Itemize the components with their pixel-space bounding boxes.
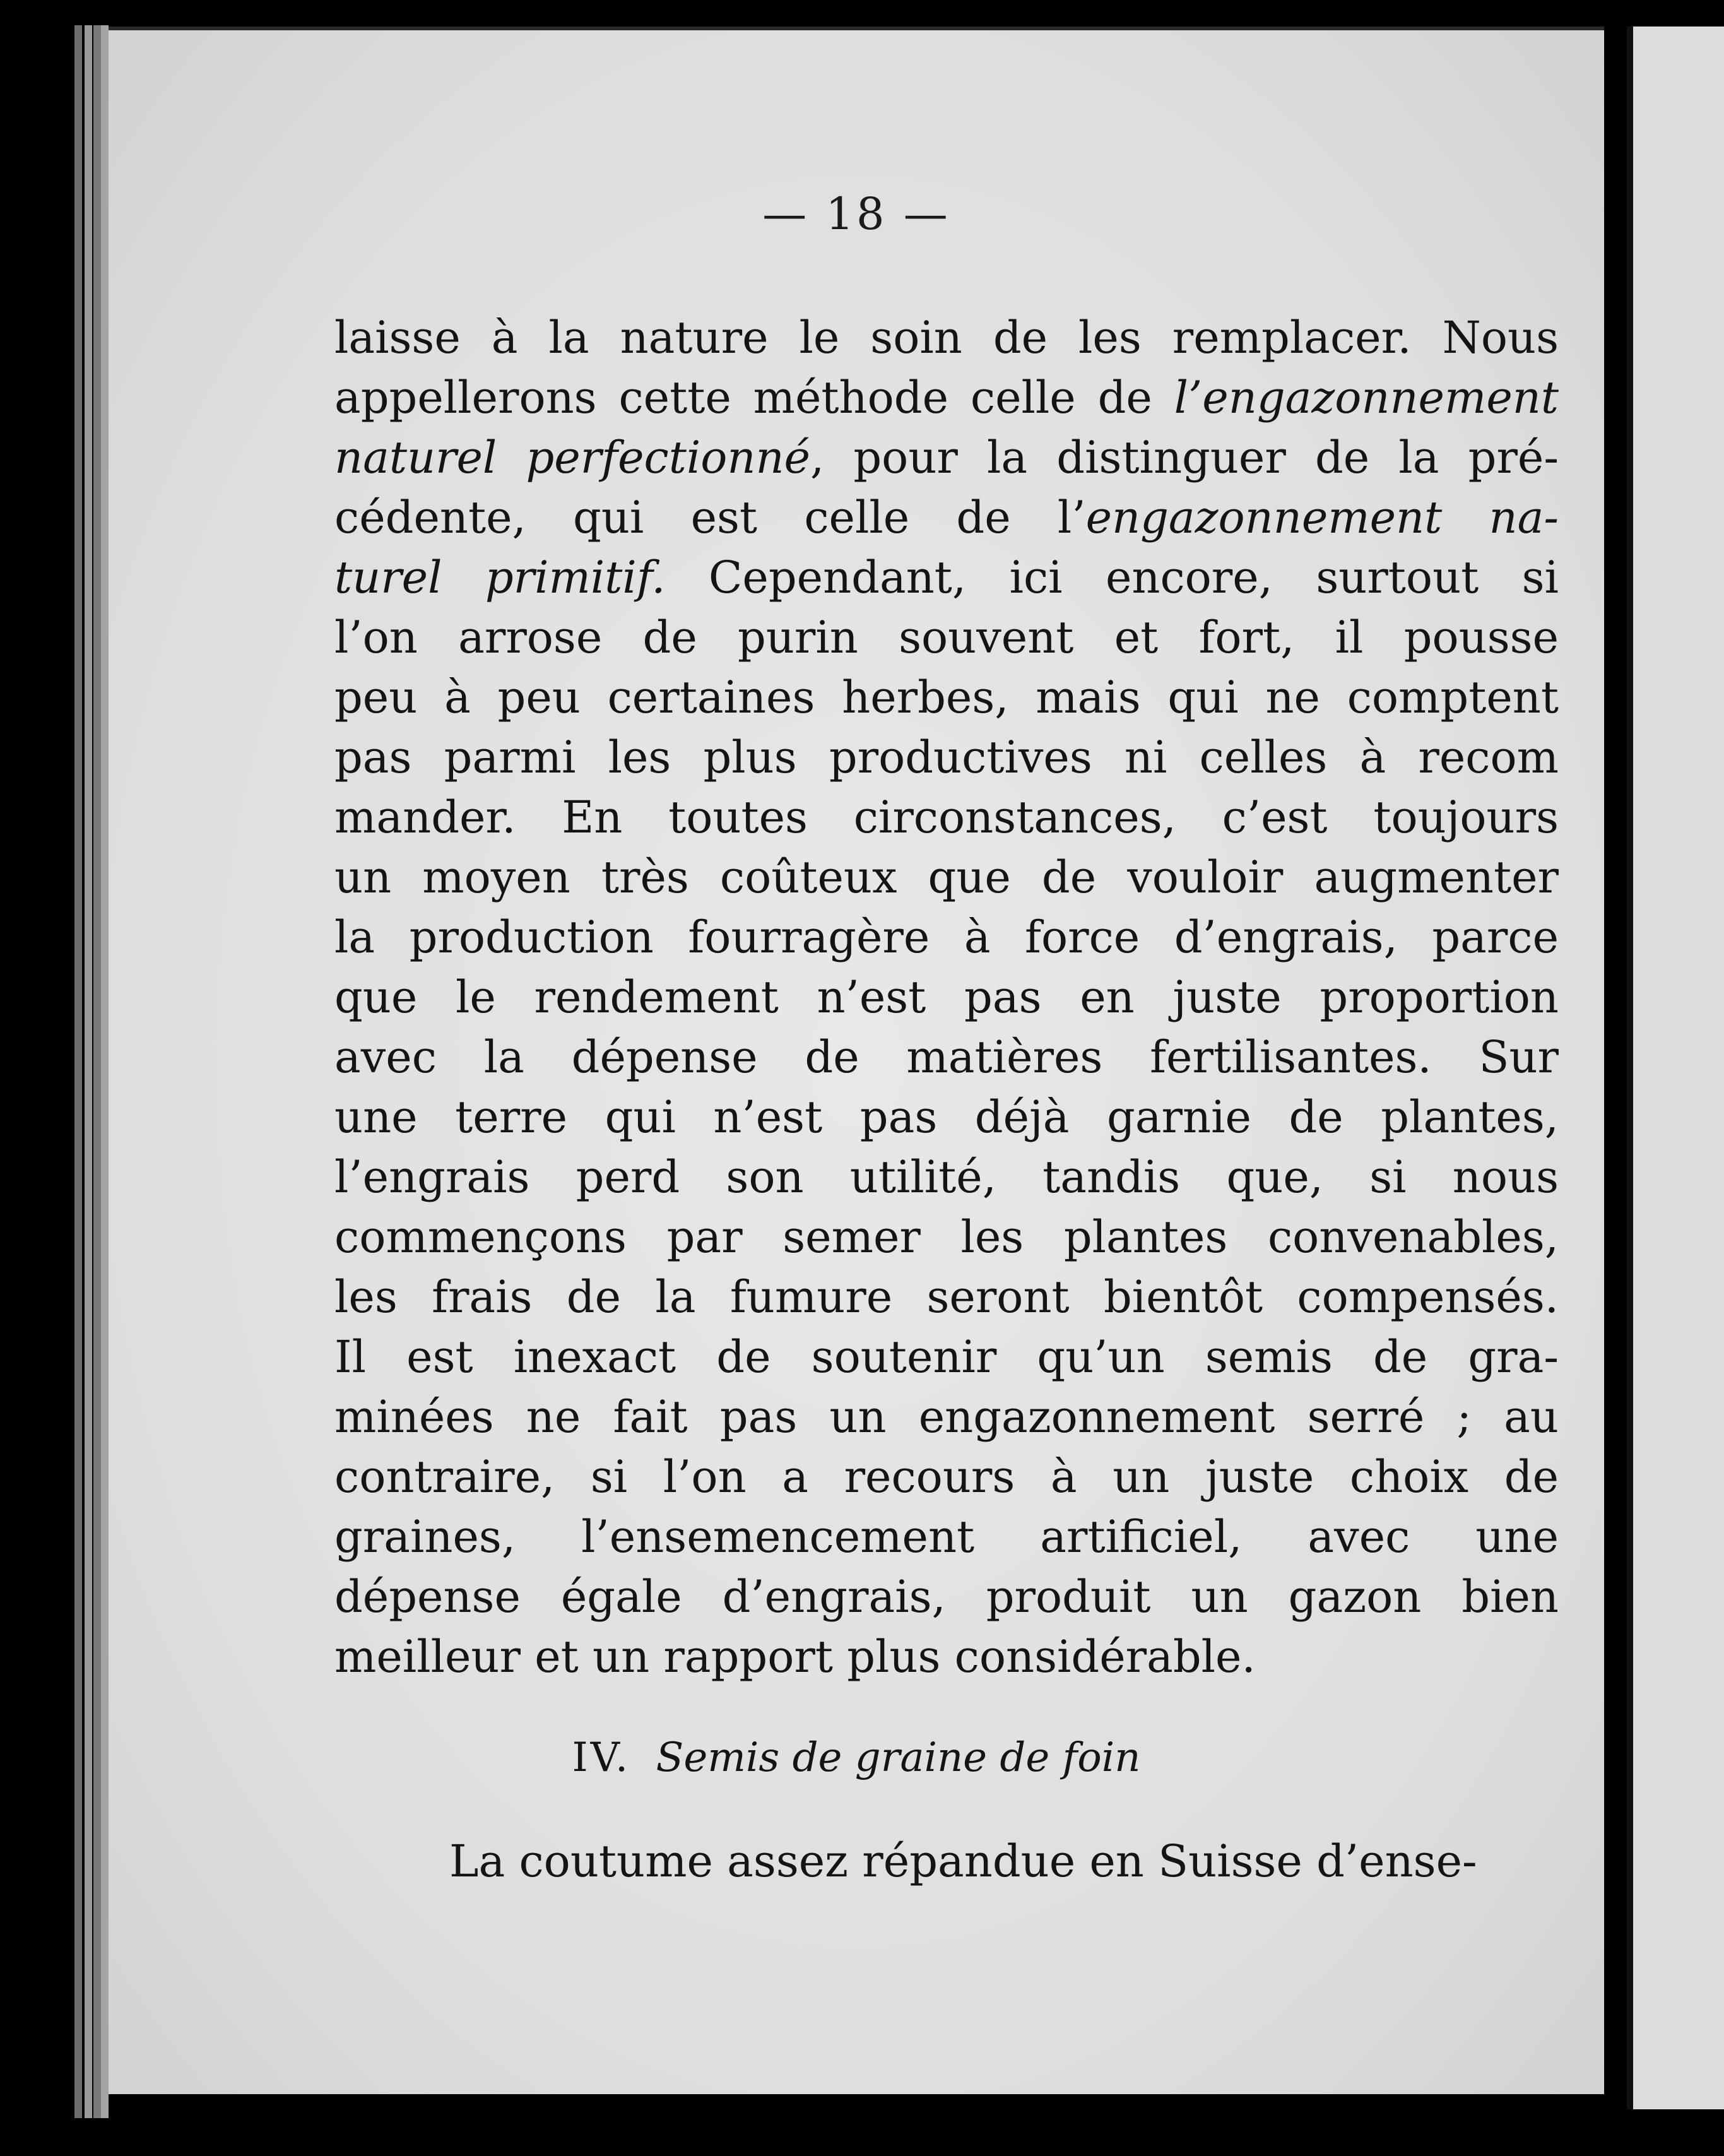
text-line — [334, 368, 1559, 428]
body-paragraph — [334, 308, 1559, 1687]
section-heading — [109, 1734, 1604, 1781]
text-line — [334, 788, 1559, 848]
page-edge — [101, 25, 109, 2118]
text-line — [334, 1147, 1559, 1207]
paragraph-start: La coutume assez répandue en Suisse d’ense- — [449, 1835, 1477, 1887]
page-edge — [85, 25, 92, 2118]
text-line — [334, 848, 1559, 908]
text-run: un moyen très coûteux que de vouloir augmenter — [334, 851, 1559, 903]
text-run: avec la dépense de matières fertilisantes. Sur — [334, 1031, 1559, 1083]
italic-text: engazonnement na- — [1085, 492, 1559, 543]
page-number: — 18 — — [762, 188, 950, 240]
text-run: laisse à la nature le soin de les remplacer. Nous — [334, 312, 1559, 364]
text-line — [334, 1028, 1559, 1087]
text-line — [334, 428, 1559, 488]
text-run: mander. En toutes circonstances, c’est toujours — [334, 791, 1559, 843]
text-line — [334, 1087, 1559, 1147]
page-edge — [93, 25, 101, 2118]
text-run: pas parmi les plus productives ni celles à recom — [334, 732, 1559, 783]
page-edge — [74, 25, 82, 2118]
adjacent-page-edge — [1627, 27, 1724, 2109]
text-line — [334, 488, 1559, 548]
text-line — [334, 1327, 1559, 1387]
text-line — [334, 728, 1559, 788]
text-line — [334, 1267, 1559, 1327]
text-run: minées ne fait pas un engazonnement serré ; au — [334, 1391, 1559, 1443]
italic-text: l’engazonnement — [1174, 372, 1559, 424]
italic-text: naturel perfectionné — [334, 432, 810, 483]
text-line — [334, 908, 1559, 968]
text-line — [334, 608, 1559, 668]
text-run: la production fourragère à force d’engrais, parce — [334, 911, 1559, 963]
italic-text: turel primitif. — [334, 552, 666, 603]
text-run: dépense égale d’engrais, produit un gazon bien — [334, 1571, 1559, 1623]
text-run: une terre qui n’est pas déjà garnie de plantes, — [334, 1091, 1559, 1143]
text-line — [334, 968, 1559, 1028]
text-run: que le rendement n’est pas en juste proportion — [334, 971, 1559, 1023]
text-run: graines, l’ensemencement artificiel, avec une — [334, 1511, 1559, 1563]
text-line — [334, 1447, 1559, 1507]
text-line — [334, 1567, 1559, 1627]
text-run: les frais de la fumure seront bientôt compensés. — [334, 1271, 1559, 1323]
book-page — [109, 27, 1604, 2094]
text-line — [334, 1207, 1559, 1267]
text-run: , pour la distinguer de la pré- — [810, 432, 1559, 483]
text-line — [334, 548, 1559, 608]
text-run: l’engrais perd son utilité, tandis que, si nous — [334, 1151, 1559, 1203]
text-line — [334, 1387, 1559, 1447]
text-run: peu à peu certaines herbes, mais qui ne comptent — [334, 672, 1559, 723]
text-line — [334, 1627, 1559, 1687]
text-run: Cependant, ici encore, surtout si — [665, 552, 1559, 603]
text-line — [334, 308, 1559, 368]
text-run: l’on arrose de purin souvent et fort, il pousse — [334, 612, 1559, 663]
section-number: IV. — [572, 1734, 631, 1781]
text-run: meilleur et un rapport plus considérable. — [334, 1631, 1256, 1683]
section-title: Semis de graine de foin — [656, 1734, 1141, 1781]
text-line — [334, 1507, 1559, 1567]
text-run: commençons par semer les plantes convenables, — [334, 1211, 1559, 1263]
text-run: contraire, si l’on a recours à un juste choix de — [334, 1451, 1559, 1503]
text-run: cédente, qui est celle de l’ — [334, 492, 1086, 543]
text-run: Il est inexact de soutenir qu’un semis de gra- — [334, 1331, 1559, 1383]
text-run: appellerons cette méthode celle de — [334, 372, 1174, 424]
text-line — [334, 668, 1559, 728]
